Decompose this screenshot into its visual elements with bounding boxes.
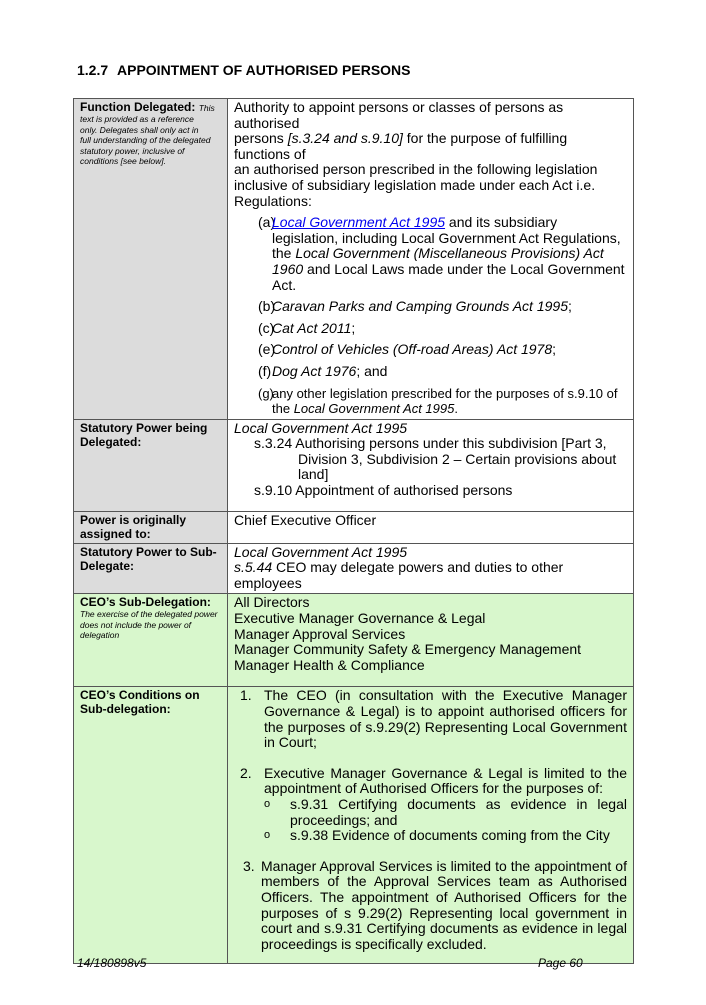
item-act: Cat Act 2011 xyxy=(272,319,352,336)
condition-2-bullet-2 xyxy=(264,828,627,844)
power-assigned-value: Chief Executive Officer xyxy=(228,511,634,543)
section-number: 1.2.7 xyxy=(77,62,109,78)
power-subdelegate-label: Statutory Power to Sub-Delegate: xyxy=(74,543,228,594)
item-text: ; xyxy=(552,341,557,358)
item-key: (f) xyxy=(258,362,272,379)
row-power-subdelegate xyxy=(74,543,634,594)
bullet-text: s.9.31 Certifying documents as evidence in legal proceedings; and xyxy=(290,796,627,828)
legislation-item-c xyxy=(234,321,627,337)
delegation-table xyxy=(73,98,634,964)
item-text: ; and xyxy=(356,362,388,379)
item-text: and its subsidiary legislation, including Local Government Act Regulations, the xyxy=(272,214,621,262)
legislation-item-g xyxy=(234,386,627,417)
intro-line-4: Regulations: xyxy=(234,192,312,209)
statutory-line-2: Division 3, Subdivision 2 – Certain provisions about xyxy=(298,450,617,467)
subdelegate-item: Manager Approval Services xyxy=(234,625,406,642)
condition-2 xyxy=(234,766,627,797)
function-delegated-value xyxy=(228,99,634,420)
function-note-1: text is provided as a reference xyxy=(80,114,194,124)
ceo-conditions-value xyxy=(228,687,634,964)
function-note-0: This xyxy=(198,103,215,113)
row-power-assigned xyxy=(74,511,634,543)
subdelegate-item: Manager Community Safety & Emergency Management xyxy=(234,641,582,658)
ceo-subdelegation-label-cell xyxy=(74,594,228,687)
item-text: . xyxy=(454,401,458,417)
statutory-line-4: s.9.10 Appointment of authorised persons xyxy=(254,482,513,499)
condition-text: Manager Approval Services is limited to the appointment of members of the Approval Services team as Authorised Officers. The appointment of Authorised Officers for the purposes of s 9.29(2) Representing local government in court and s.9.31 Certifying documents as evidence in legal proceedings is specifically excluded. xyxy=(261,857,627,952)
subdelegate-act: Local Government Act 1995 xyxy=(234,543,408,560)
function-intro xyxy=(234,100,627,209)
intro-line-0: Authority to appoint persons or classes of persons as authorised xyxy=(234,99,564,131)
ceo-subdelegation-label: CEO’s Sub-Delegation: xyxy=(80,595,211,610)
subdelegate-item: Manager Health & Compliance xyxy=(234,656,425,673)
footer-doc-id: 14/180898v5 xyxy=(77,956,147,970)
subdelegate-item: Executive Manager Governance & Legal xyxy=(234,610,486,627)
subdelegate-section: s.5.44 xyxy=(234,559,273,576)
condition-key: 1. xyxy=(240,687,252,704)
intro-line-1b: for the purpose of fulfilling functions of xyxy=(234,130,568,162)
item-act: Control of Vehicles (Off-road Areas) Act 1978 xyxy=(272,341,553,358)
power-assigned-label: Power is originally assigned to: xyxy=(74,511,228,543)
function-note-3: full understanding of the delegated xyxy=(80,135,211,145)
statutory-line-3: land] xyxy=(298,466,329,483)
statutory-power-value xyxy=(228,419,634,511)
row-function-delegated xyxy=(74,99,634,420)
bullet-text: s.9.38 Evidence of documents coming from the City xyxy=(290,827,610,844)
condition-1 xyxy=(234,688,627,750)
legislation-item-a xyxy=(234,215,627,293)
bullet-icon: o xyxy=(264,829,271,842)
intro-line-2: an authorised person prescribed in the following legislation xyxy=(234,161,598,178)
power-subdelegate-value xyxy=(228,543,634,594)
condition-key: 2. xyxy=(240,764,252,781)
ceo-subdelegation-note: The exercise of the delegated power does not include the power of delegation xyxy=(80,609,218,641)
subdelegate-text: CEO may delegate powers and duties to other employees xyxy=(234,559,564,591)
statutory-line-1: s.3.24 Authorising persons under this subdivision [Part 3, xyxy=(254,435,607,452)
item-key: (b) xyxy=(258,298,276,315)
item-text: and Local Laws made under the Local Government Act. xyxy=(272,260,625,293)
statutory-act: Local Government Act 1995 xyxy=(234,419,408,436)
item-text: ; xyxy=(351,319,356,336)
local-government-act-link[interactable]: Local Government Act 1995 xyxy=(272,214,446,231)
legislation-item-f xyxy=(234,364,627,380)
legislation-item-e xyxy=(234,342,627,358)
condition-3 xyxy=(234,859,627,953)
function-delegated-label: Function Delegated: xyxy=(80,100,196,114)
item-key: (a) xyxy=(258,214,276,231)
row-ceo-conditions xyxy=(74,687,634,964)
function-note-2: only. Delegates shall only act in xyxy=(80,124,199,135)
function-note-4: statutory power, inclusive of xyxy=(80,145,185,156)
intro-line-3: inclusive of subsidiary legislation made under each Act i.e. xyxy=(234,176,596,193)
item-act: Local Government Act 1995 xyxy=(293,401,455,417)
item-act: Local Government (Miscellaneous Provisions) Act 1960 xyxy=(272,245,604,277)
condition-2-bullet-1 xyxy=(264,797,627,828)
item-act: Dog Act 1976 xyxy=(272,362,357,379)
item-key: (g) xyxy=(258,385,274,401)
function-delegated-label-cell xyxy=(74,99,228,420)
statutory-power-label: Statutory Power being Delegated: xyxy=(74,419,228,511)
bullet-icon: o xyxy=(264,798,271,811)
condition-text: Executive Manager Governance & Legal is limited to the appointment of Authorised Officers for the purposes of: xyxy=(264,764,627,797)
row-statutory-power xyxy=(74,419,634,511)
item-text: ; xyxy=(567,298,572,315)
ceo-subdelegation-value xyxy=(228,594,634,687)
item-key: (c) xyxy=(258,319,275,336)
condition-text: The CEO (in consultation with the Executive Manager Governance & Legal) is to appoint authorised officers for the purposes of s.9.29(2) Representing Local Government in Court; xyxy=(264,687,627,751)
intro-sections: [s.3.24 and s.9.10] xyxy=(287,130,403,147)
item-act: Caravan Parks and Camping Grounds Act 1995 xyxy=(272,298,568,315)
section-title: APPOINTMENT OF AUTHORISED PERSONS xyxy=(117,62,411,78)
row-ceo-subdelegation xyxy=(74,594,634,687)
legislation-item-b xyxy=(234,299,627,315)
intro-line-1: persons xyxy=(234,130,288,147)
item-text: any other legislation prescribed for the purposes of s.9.10 of the xyxy=(272,385,618,417)
item-key: (e) xyxy=(258,341,276,358)
ceo-conditions-label: CEO’s Conditions on Sub-delegation: xyxy=(74,687,228,964)
footer-page-number: Page 60 xyxy=(538,956,583,970)
subdelegate-item: All Directors xyxy=(234,594,310,611)
function-note-5: conditions [see below]. xyxy=(80,156,166,166)
section-heading xyxy=(77,62,411,78)
condition-key: 3. xyxy=(243,857,255,874)
